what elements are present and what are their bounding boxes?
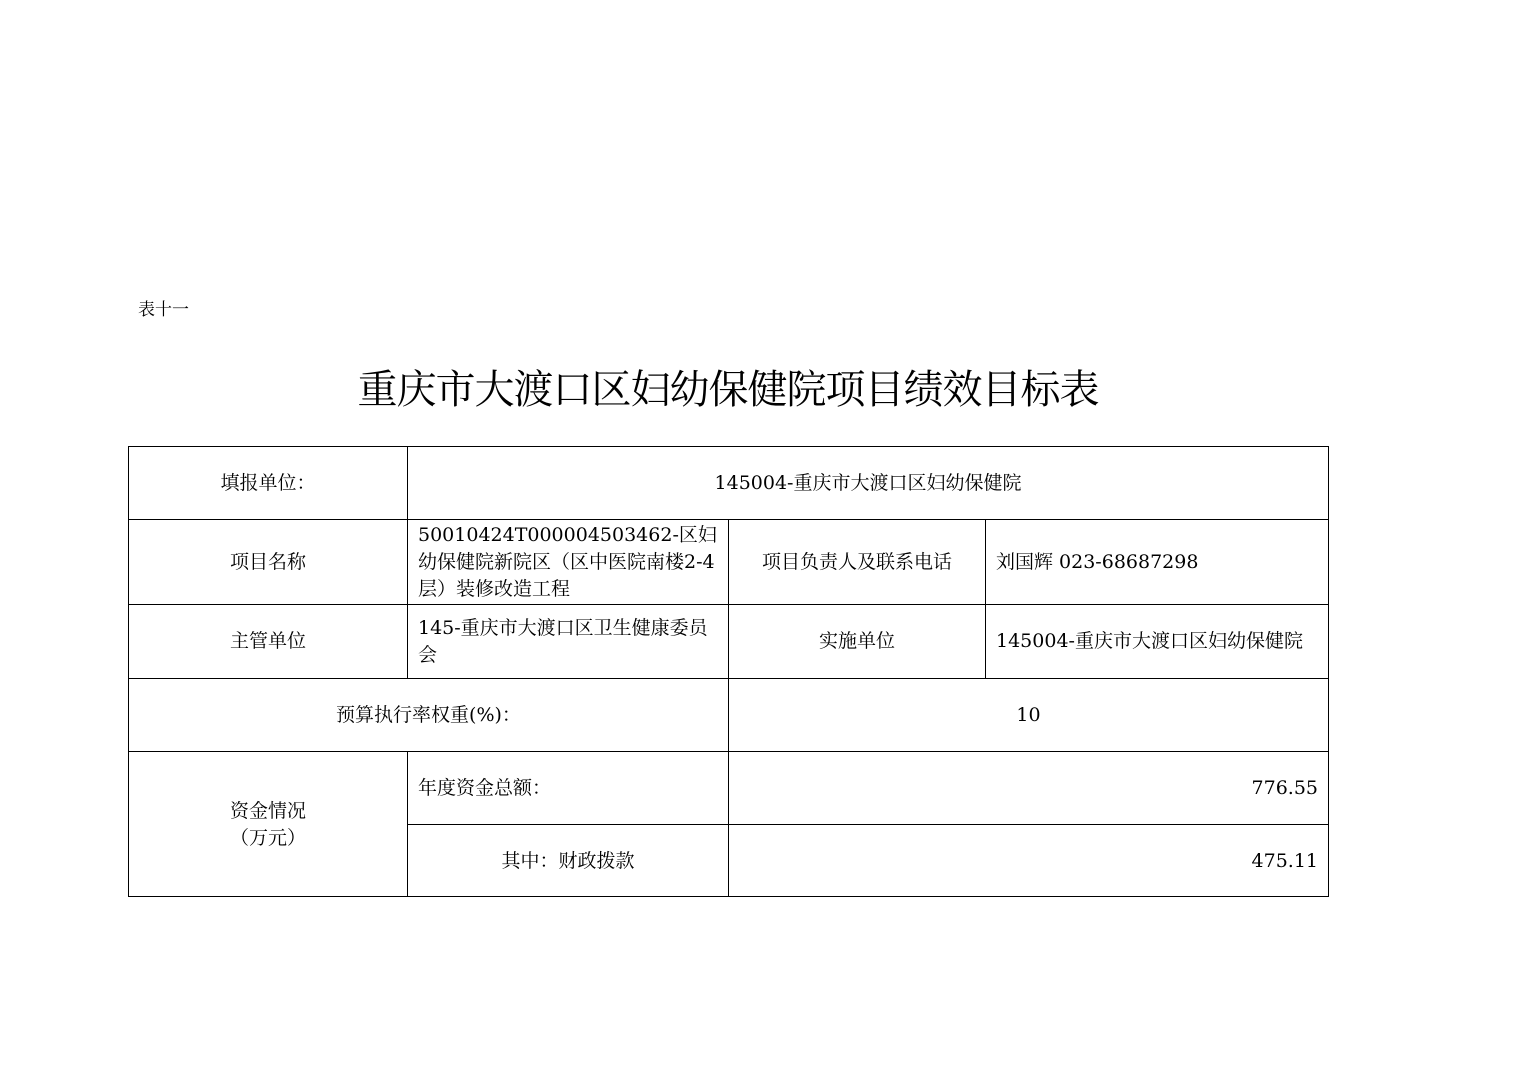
budget-weight-value (728, 678, 1328, 751)
budget-weight-label-text: 预算执行率权重(%)： (336, 703, 521, 726)
reporting-unit-label-text: 填报单位： (220, 471, 316, 494)
project-contact-value-text: 刘国辉 023-68687298 (996, 550, 1199, 573)
project-name-value-text: 50010424T000004503462-区妇幼保健院新院区（区中医院南楼2-4层）装修改造工程 (418, 523, 717, 600)
budget-weight-value-text: 10 (1016, 703, 1041, 726)
implementer-unit-label-text: 实施单位 (818, 630, 895, 652)
project-contact-label (728, 519, 985, 604)
project-name-value (407, 519, 728, 604)
fiscal-allocation-value (728, 824, 1328, 897)
funds-label-stack (230, 798, 306, 852)
page-title: 重庆市大渡口区妇幼保健院项目绩效目标表 (357, 367, 1099, 413)
annual-total-label-text: 年度资金总额： (418, 776, 552, 799)
funds-label-line2: （万元） (229, 826, 306, 849)
fiscal-allocation-label (407, 824, 728, 897)
table-right-border (1328, 446, 1329, 897)
funds-label-line1: 资金情况 (229, 799, 306, 822)
annual-total-value (728, 751, 1328, 824)
supervisor-unit-value (407, 604, 728, 678)
annual-total-value-text: 776.55 (1251, 776, 1318, 799)
table-bottom-border (128, 896, 1329, 897)
supervisor-unit-label (128, 604, 407, 678)
project-contact-value (985, 519, 1328, 604)
implementer-unit-label (728, 604, 985, 678)
performance-target-table (128, 446, 1329, 897)
budget-weight-label (128, 678, 728, 751)
supervisor-unit-value-text: 145-重庆市大渡口区卫生健康委员会 (418, 616, 708, 666)
project-name-label-text: 项目名称 (229, 550, 306, 573)
supervisor-unit-label-text: 主管单位 (229, 630, 306, 652)
project-name-label (128, 519, 407, 604)
project-contact-label-text: 项目负责人及联系电话 (761, 550, 952, 573)
fiscal-allocation-value-text: 475.11 (1251, 849, 1318, 872)
reporting-unit-value-text: 145004-重庆市大渡口区妇幼保健院 (714, 471, 1022, 494)
funds-label (128, 751, 407, 897)
implementer-unit-value (985, 604, 1328, 678)
annual-total-label (407, 751, 728, 824)
reporting-unit-value (407, 446, 1328, 519)
table-number-label: 表十一 (138, 300, 189, 320)
reporting-unit-label (128, 446, 407, 519)
implementer-unit-value-text: 145004-重庆市大渡口区妇幼保健院 (996, 630, 1303, 652)
fiscal-allocation-label-text: 其中：财政拨款 (501, 849, 635, 872)
